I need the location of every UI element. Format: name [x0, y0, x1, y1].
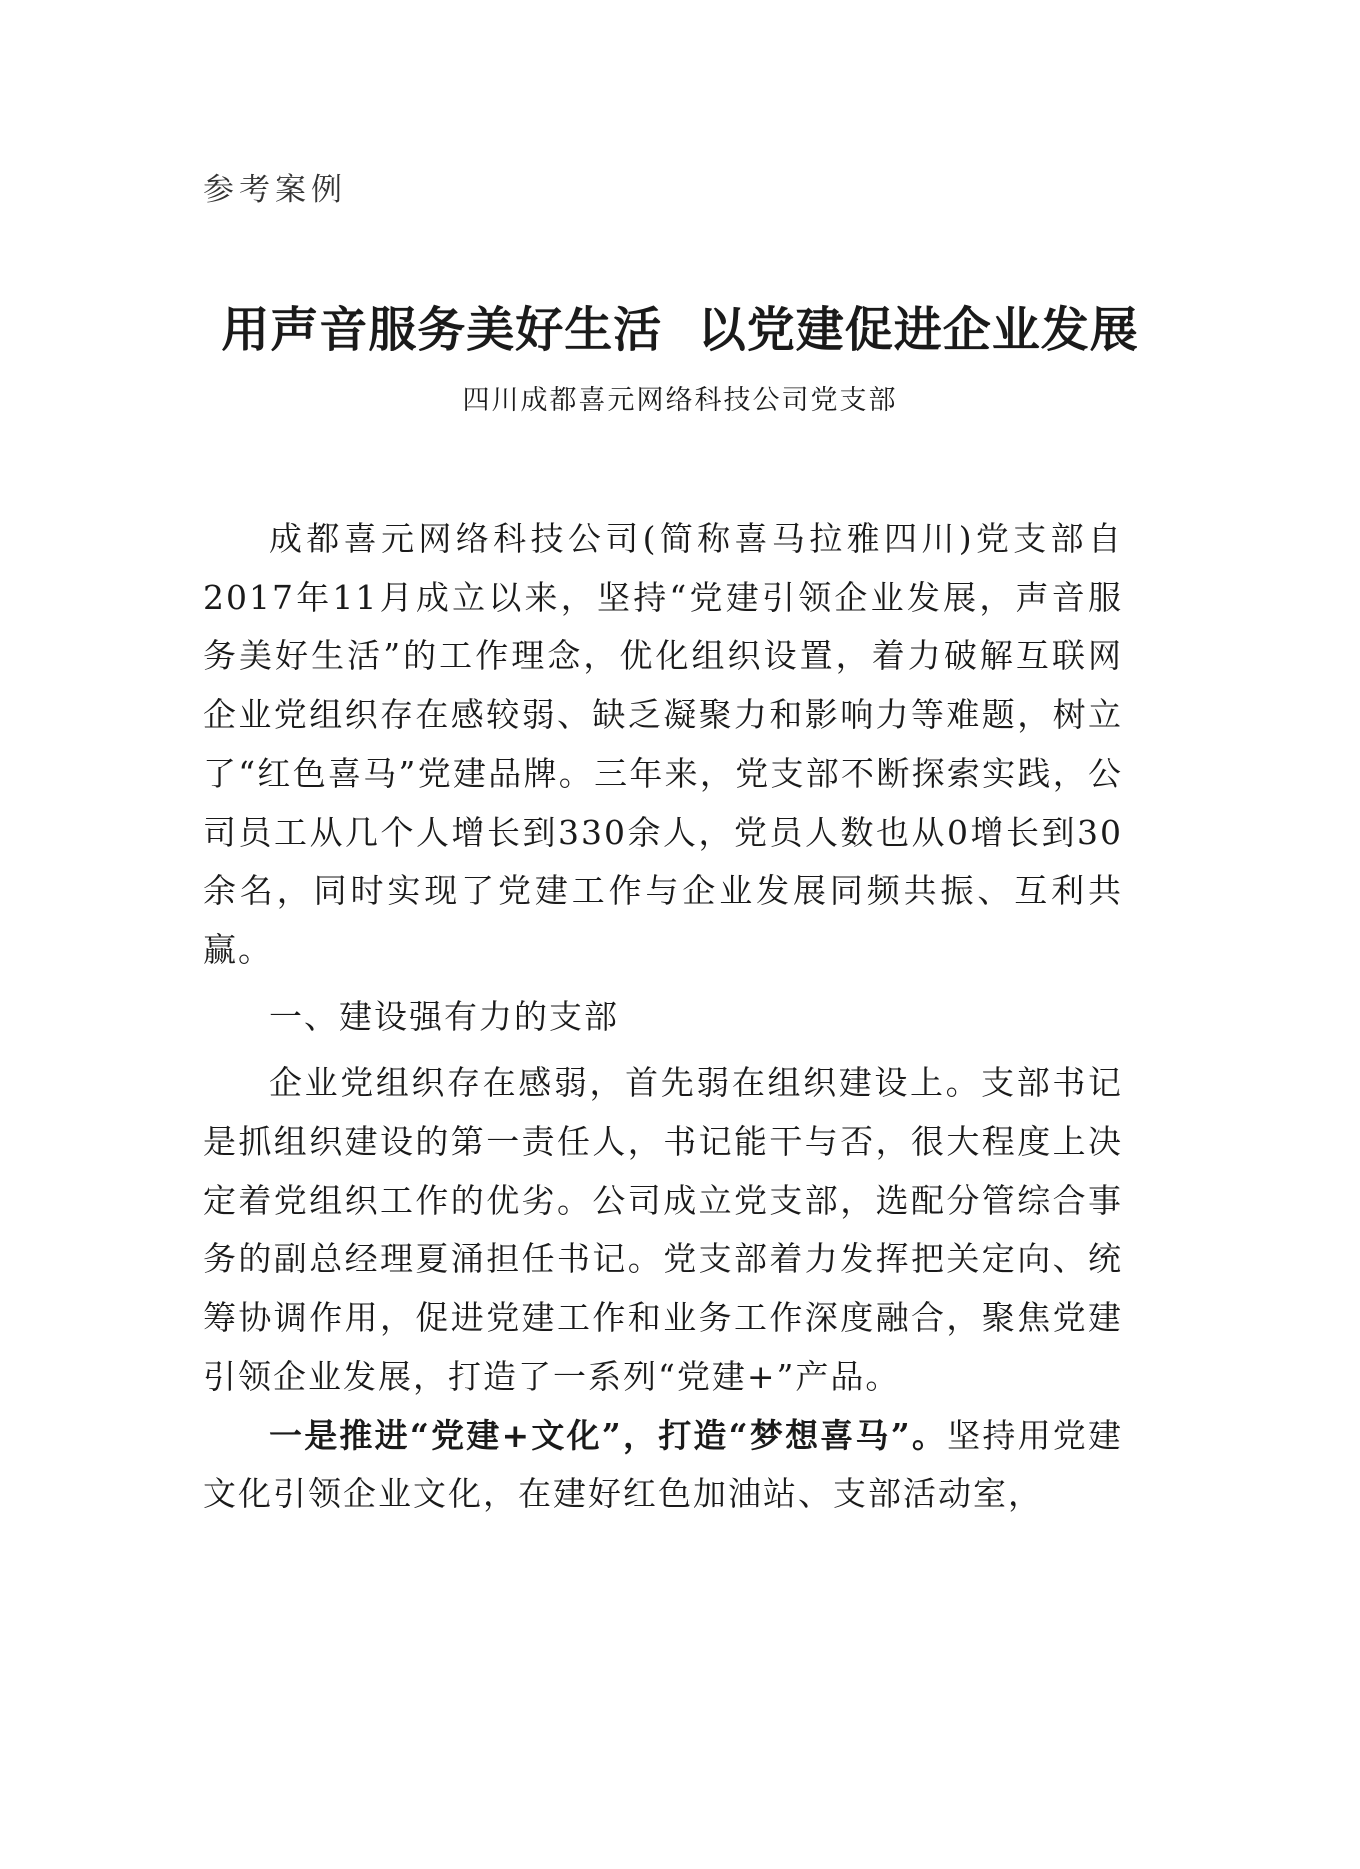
- paragraph-lead: 一是推进“党建+文化”，打造“梦想喜马”。: [269, 1415, 948, 1455]
- document-body: [203, 510, 1123, 1524]
- section-heading: 一、建设强有力的支部: [269, 996, 619, 1036]
- paragraph-text: 坚持用党建文化引领企业文化，在建好红色加油站、支部活动室，: [203, 1415, 1124, 1514]
- paragraph: 企业党组织存在感弱，首先弱在组织建设上。支部书记是抓组织建设的第一责任人，书记能干与否，很大程度上决定着党组织工作的优劣。公司成立党支部，选配分管综合事务的副总经理夏涌担任书记。党支部着力发挥把关定向、统筹协调作用，促进党建工作和业务工作深度融合，聚焦党建引领企业发展，打造了一系列“党建+”产品。: [203, 1063, 1123, 1396]
- paragraph: 成都喜元网络科技公司(简称喜马拉雅四川)党支部自2017年11月成立以来，坚持“党建引领企业发展，声音服务美好生活”的工作理念，优化组织设置，着力破解互联网企业党组织存在感较弱、缺乏凝聚力和影响力等难题，树立了“红色喜马”党建品牌。三年来，党支部不断探索实践，公司员工从几个人增长到330余人，党员人数也从0增长到30余名，同时实现了党建工作与企业发展同频共振、互利共赢。: [203, 519, 1123, 969]
- page-title: 用声音服务美好生活 以党建促进企业发展: [221, 302, 1139, 358]
- author-organization: 四川成都喜元网络科技公司党支部: [462, 385, 898, 416]
- document-label: 参考案例: [203, 172, 347, 208]
- paragraph: [203, 1407, 1123, 1524]
